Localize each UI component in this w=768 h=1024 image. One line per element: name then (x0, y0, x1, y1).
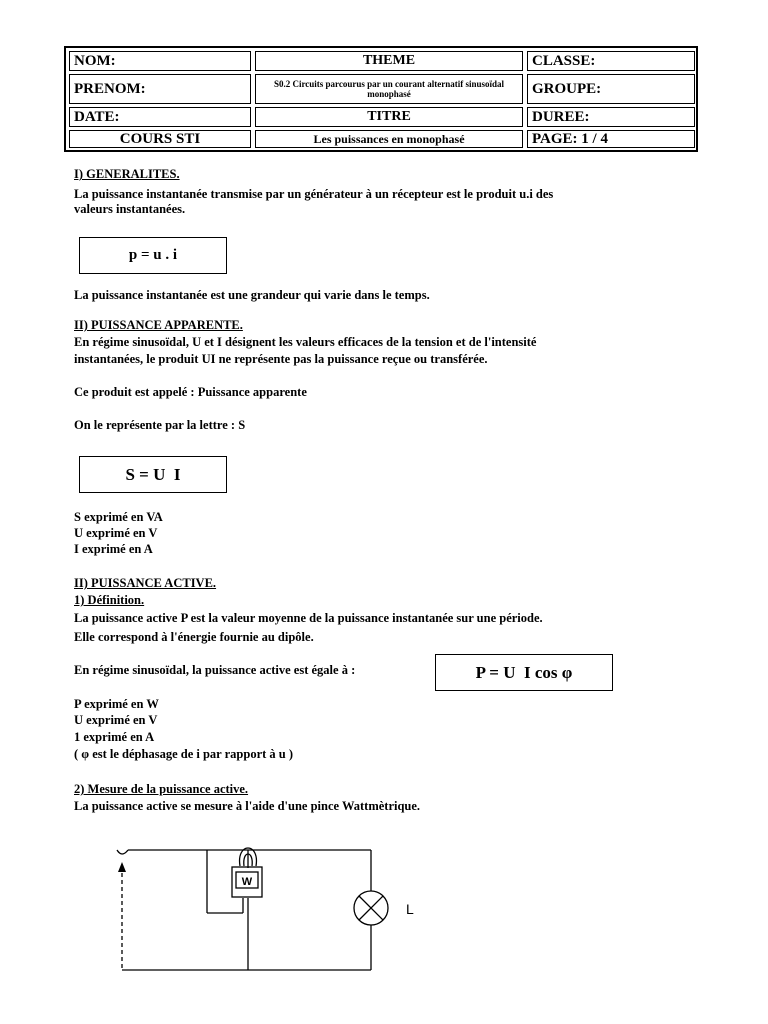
lamp-label: L (406, 901, 414, 917)
theme-value: S0.2 Circuits parcourus par un courant alternatif sinusoïdal monophasé (255, 74, 523, 104)
formula-p-box (79, 237, 227, 274)
apparente-title: II) PUISSANCE APPARENTE. (74, 318, 243, 332)
mesure-p1: La puissance active se mesure à l'aide d'une pince Wattmètrique. (74, 799, 421, 813)
active-p3: En régime sinusoïdal, la puissance active est égale à : (74, 663, 356, 677)
generalites-p1-l1: La puissance instantanée transmise par un générateur à un récepteur est le produit u.i des (74, 187, 554, 201)
generalites-p1-l2: valeurs instantanées. (74, 202, 186, 216)
unit-i1: I exprimé en A (74, 542, 153, 556)
wattmeter-label: W (241, 876, 253, 888)
apparente-p1-l1: En régime sinusoïdal, U et I désignent les valeurs efficaces de la tension et de l'intensité (74, 335, 537, 349)
terminal-icon (117, 850, 128, 854)
titre-value: Les puissances en monophasé (255, 130, 523, 148)
unit-i2: 1 exprimé en A (74, 730, 155, 744)
header-table (64, 46, 698, 152)
definition-title: 1) Définition. (74, 593, 145, 607)
lamp-icon (354, 891, 388, 925)
classe-label: CLASSE: (527, 51, 695, 71)
cours-label: COURS STI (69, 130, 251, 148)
groupe-label: GROUPE: (527, 74, 695, 104)
nom-label: NOM: (69, 51, 251, 71)
formula-p: p = u . i (128, 247, 178, 263)
generalites-title: I) GENERALITES. (74, 167, 180, 181)
apparente-p2: Ce produit est appelé : Puissance apparente (74, 385, 307, 399)
unit-u1: U exprimé en V (74, 526, 158, 540)
mesure-title: 2) Mesure de la puissance active. (74, 782, 249, 796)
theme-label: THEME (255, 51, 523, 71)
unit-u2: U exprimé en V (74, 713, 158, 727)
clamp-icon (240, 848, 257, 866)
formula-pa: P = U I cos φ (475, 662, 573, 682)
apparente-p1-l2: instantanées, le produit UI ne représente pas la puissance reçue ou transférée. (74, 352, 488, 366)
unit-p: P exprimé en W (74, 697, 159, 711)
formula-s-box (79, 456, 227, 493)
apparente-p3: On le représente par la lettre : S (74, 418, 246, 432)
duree-label: DUREE: (527, 107, 695, 127)
active-title: II) PUISSANCE ACTIVE. (74, 576, 217, 590)
formula-s: S = U I (125, 464, 181, 484)
active-p2: Elle correspond à l'énergie fournie au dipôle. (74, 630, 314, 644)
prenom-label: PRENOM: (69, 74, 251, 104)
wattmeter-icon (232, 867, 262, 897)
unit-s: S exprimé en VA (74, 510, 163, 524)
formula-pa-box (435, 654, 613, 691)
generalites-p2: La puissance instantanée est une grandeur qui varie dans le temps. (74, 288, 430, 302)
date-label: DATE: (69, 107, 251, 127)
titre-label: TITRE (255, 107, 523, 127)
active-p1: La puissance active P est la valeur moyenne de la puissance instantanée sur une période. (74, 611, 543, 625)
phi-note: ( φ est le déphasage de i par rapport à u ) (74, 747, 294, 761)
page-label: PAGE: 1 / 4 (527, 130, 695, 148)
